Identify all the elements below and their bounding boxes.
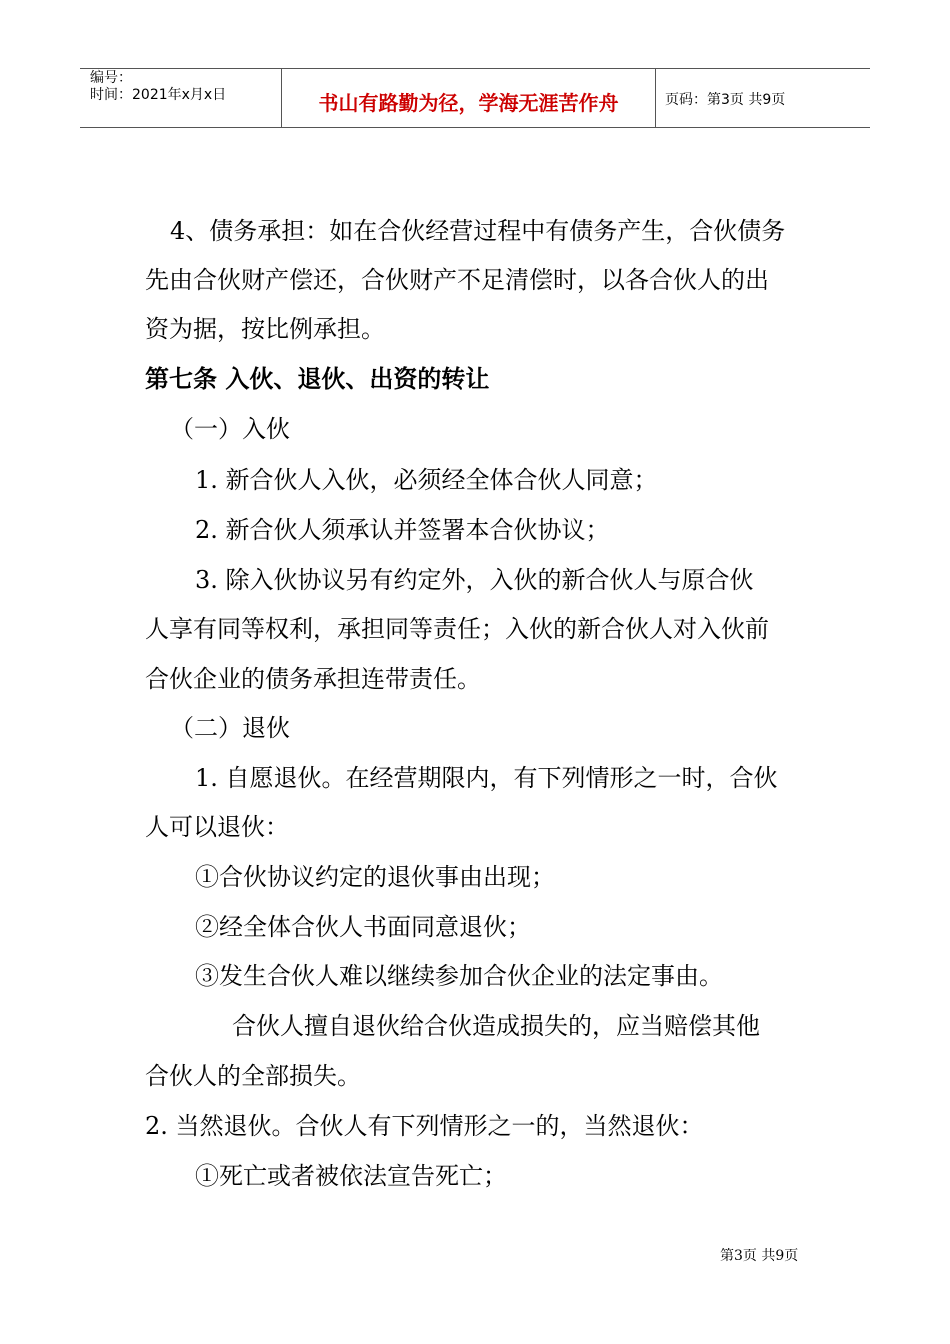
list-item: ②经全体合伙人书面同意退伙； <box>195 913 531 941</box>
document-number: 编号： <box>90 70 132 86</box>
header-page-number: 页码：第3页 共9页 <box>665 92 786 108</box>
header-table <box>80 68 870 128</box>
paragraph-line: 资为据，按比例承担。 <box>145 315 385 343</box>
list-item: 1. 新合伙人入伙，必须经全体合伙人同意； <box>195 466 658 494</box>
list-item: ①合伙协议约定的退伙事由出现； <box>195 863 555 891</box>
paragraph-line: 先由合伙财产偿还，合伙财产不足清偿时，以各合伙人的出 <box>145 266 769 294</box>
subsection-heading: （二）退伙 <box>170 714 290 742</box>
header-slogan: 书山有路勤为径，学海无涯苦作舟 <box>318 91 619 115</box>
header-divider <box>655 69 656 127</box>
paragraph-line: 合伙人擅自退伙给合伙造成损失的，应当赔偿其他 <box>232 1012 760 1040</box>
list-item: 2. 新合伙人须承认并签署本合伙协议； <box>195 516 610 544</box>
paragraph-line: 人享有同等权利，承担同等责任；入伙的新合伙人对入伙前 <box>145 615 769 643</box>
list-item: ③发生合伙人难以继续参加合伙企业的法定事由。 <box>195 962 723 990</box>
paragraph-line: 合伙企业的债务承担连带责任。 <box>145 665 481 693</box>
list-item: 2. 当然退伙。合伙人有下列情形之一的，当然退伙： <box>145 1112 704 1140</box>
document-date: 时间：2021年x月x日 <box>90 87 227 103</box>
subsection-heading: （一）入伙 <box>170 415 290 443</box>
paragraph-line: 人可以退伙： <box>145 813 289 841</box>
header-meta <box>90 70 226 104</box>
list-item: ①死亡或者被依法宣告死亡； <box>195 1162 507 1190</box>
paragraph-line: 合伙人的全部损失。 <box>145 1062 361 1090</box>
paragraph-line: 4、债务承担：如在合伙经营过程中有债务产生，合伙债务 <box>170 217 786 245</box>
footer-page-number: 第3页 共9页 <box>720 1248 799 1264</box>
list-item: 1. 自愿退伙。在经营期限内，有下列情形之一时，合伙 <box>195 764 778 792</box>
list-item: 3. 除入伙协议另有约定外，入伙的新合伙人与原合伙 <box>195 566 754 594</box>
section-heading: 第七条 入伙、退伙、出资的转让 <box>145 365 490 393</box>
